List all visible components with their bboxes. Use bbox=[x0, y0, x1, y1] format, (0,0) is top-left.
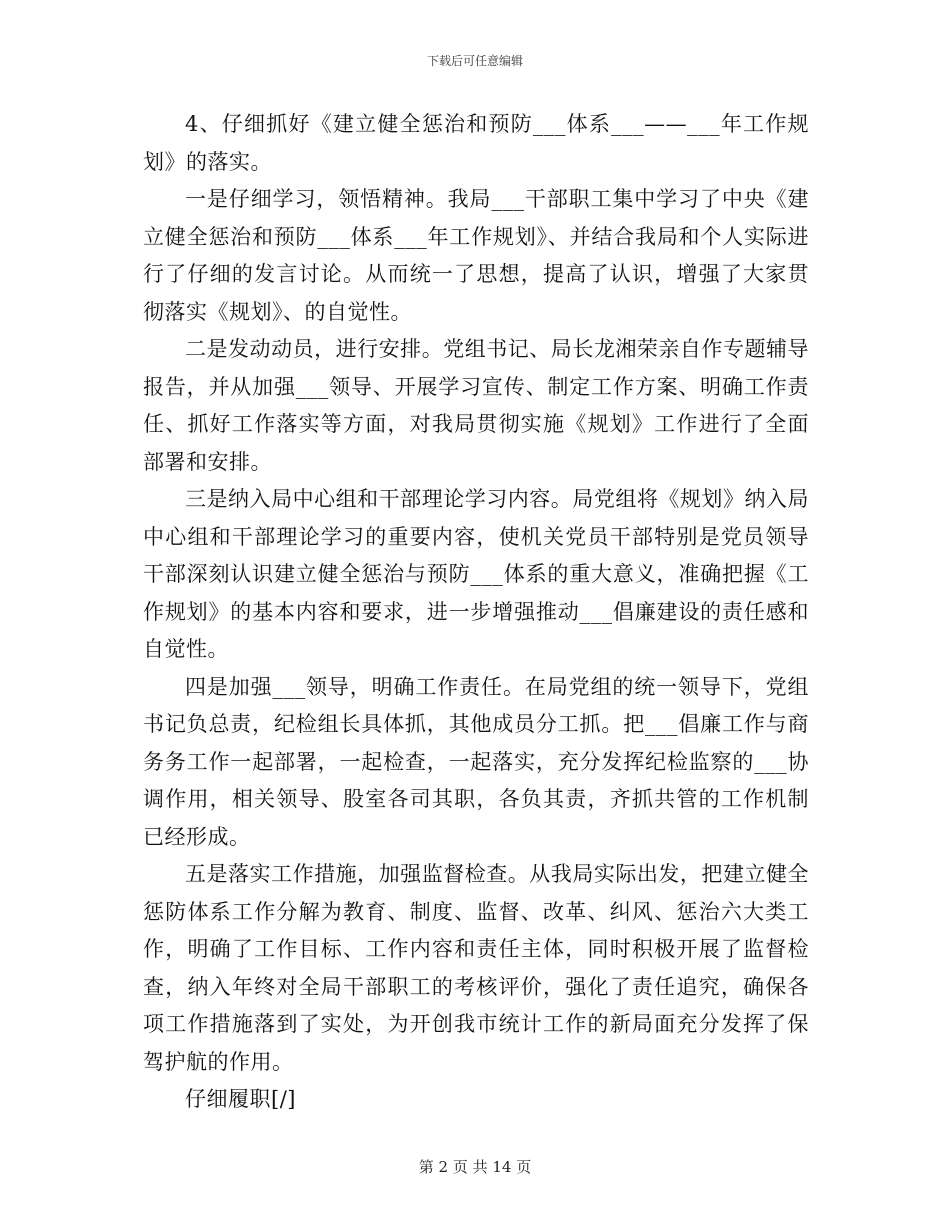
paragraph-measures: 五是落实工作措施，加强监督检查。从我局实际出发，把建立健全惩防体系工作分解为教育、制度、监督、改革、纠风、惩治六大类工作，明确了工作目标、工作内容和责任主体，同时积极开展了监督检查，纳入年终对全局干部职工的考核评价，强化了责任追究，确保各项工作措施落到了实处，为开创我市统计工作的新局面充分发挥了保驾护航的作用。 bbox=[143, 862, 809, 1074]
paragraph-theory-study: 三是纳入局中心组和干部理论学习内容。局党组将《规划》纳入局中心组和干部理论学习的重要内容，使机关党员干部特别是党员领导干部深刻认识建立健全惩治与预防___体系的重大意义，准确把握《工作规划》的基本内容和要求，进一步增强推动___倡廉建设的责任感和自觉性。 bbox=[143, 487, 809, 661]
paragraph-leadership: 四是加强___领导，明确工作责任。在局党组的统一领导下，党组书记负总责，纪检组长具体抓，其他成员分工抓。把___倡廉工作与商务务工作一起部署，一起检查，一起落实，充分发挥纪检监察的___协调作用，相关领导、股室各司其职，各负其责，齐抓共管的工作机制已经形成。 bbox=[143, 674, 809, 849]
page-header: 下载后可任意编辑 bbox=[426, 54, 523, 68]
paragraph-mobilize: 二是发动动员，进行安排。党组书记、局长龙湘荣亲自作专题辅导报告，并从加强___领导、开展学习宣传、制定工作方案、明确工作责任、抓好工作落实等方面，对我局贯彻实施《规划》工作进行了全面部署和安排。 bbox=[143, 337, 809, 474]
document-body bbox=[143, 106, 809, 1119]
paragraph-duty-heading: 仔细履职[/] bbox=[185, 1087, 296, 1111]
paragraph-item-4: 4、仔细抓好《建立健全惩治和预防___体系___——___年工作规划》的落实。 bbox=[143, 112, 809, 174]
page-number: 第 2 页 共 14 页 bbox=[418, 1158, 532, 1176]
paragraph-study: 一是仔细学习，领悟精神。我局___干部职工集中学习了中央《建立健全惩治和预防___体系___年工作规划》、并结合我局和个人实际进行了仔细的发言讨论。从而统一了思想，提高了认识，增强了大家贯彻落实《规划》、的自觉性。 bbox=[143, 187, 809, 324]
